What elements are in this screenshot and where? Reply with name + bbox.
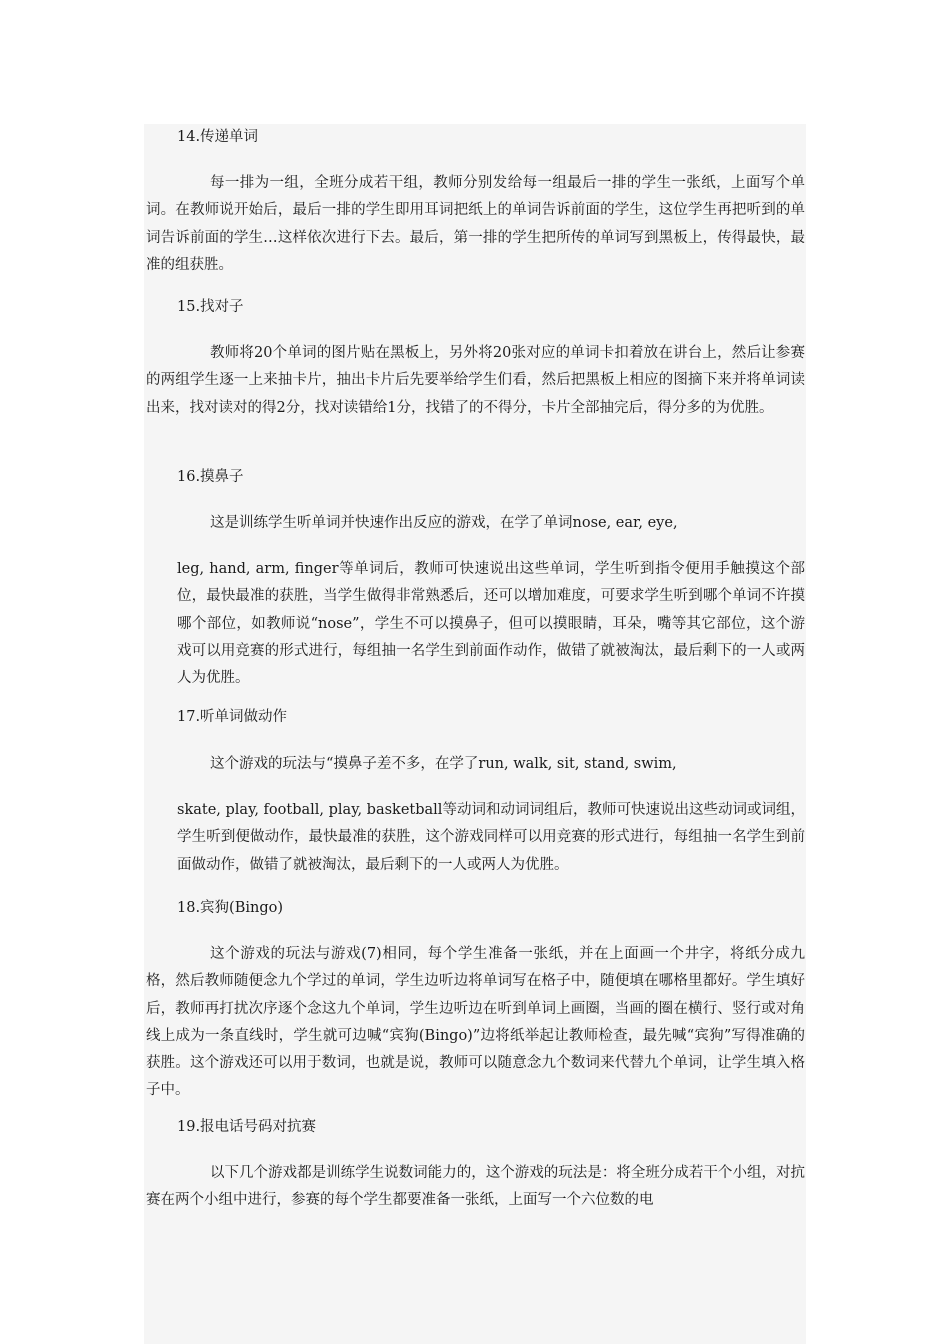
section-heading: 16.摸鼻子 [177, 469, 244, 485]
section-19 [144, 1114, 806, 1140]
section-17 [144, 704, 806, 730]
paragraph: 教师将20个单词的图片贴在黑板上，另外将20张对应的单词卡扣着放在讲台上，然后让参赛的两组学生逐一上来抽卡片，抽出卡片后先要举给学生们看，然后把黑板上相应的图摘下来并将单词读出来，找对读对的得2分，找对读错给1分，找错了的不得分，卡片全部抽完后，得分多的为优胜。 [146, 345, 805, 416]
section-18 [144, 895, 806, 921]
paragraph: 这个游戏的玩法与游戏(7)相同，每个学生准备一张纸，并在上面画一个井字，将纸分成九格，然后教师随便念九个学过的单词，学生边听边将单词写在格子中，随便填在哪格里都好。学生填好后，教师再打扰次序逐个念这九个单词，学生边听边在听到单词上画圈，当画的圈在横行、竖行或对角线上成为一条直线时，学生就可边喊“宾狗(Bingo)”边将纸举起让教师检查，最先喊“宾狗”写得准确的获胜。这个游戏还可以用于数词，也就是说，教师可以随意念九个数词来代替九个单词，让学生填入格子中。 [146, 946, 805, 1099]
paragraph: leg, hand, arm, finger等单词后，教师可快速说出这些单词，学生听到指令便用手触摸这个部位，最快最准的获胜，当学生做得非常熟悉后，还可以增加难度，可要求学生听到哪个单词不许摸哪个部位，如教师说“nose”，学生不可以摸鼻子，但可以摸眼睛，耳朵，嘴等其它部位，这个游戏可以用竞赛的形式进行，每组抽一名学生到前面作动作，做错了就被淘汰，最后剩下的一人或两人为优胜。 [177, 561, 805, 687]
paragraph: 每一排为一组，全班分成若干组，教师分别发给每一组最后一排的学生一张纸，上面写个单词。在教师说开始后，最后一排的学生即用耳词把纸上的单词告诉前面的学生，这位学生再把听到的单词告诉前面的学生…这样依次进行下去。最后，第一排的学生把所传的单词写到黑板上，传得最快，最准的组获胜。 [146, 175, 805, 273]
section-14 [144, 124, 806, 150]
section-16-body-cont [144, 556, 806, 692]
section-15-body [144, 340, 806, 422]
section-heading: 15.找对子 [177, 299, 244, 315]
section-19-body [144, 1160, 806, 1215]
section-heading: 14.传递单词 [177, 129, 259, 145]
document-page [144, 124, 806, 1344]
section-17-body-cont [144, 797, 806, 879]
section-heading: 19.报电话号码对抗赛 [177, 1119, 317, 1135]
section-heading: 18.宾狗(Bingo) [177, 900, 284, 916]
section-15 [144, 294, 806, 320]
section-14-body [144, 170, 806, 279]
section-17-body [144, 751, 806, 778]
paragraph: 以下几个游戏都是训练学生说数词能力的，这个游戏的玩法是：将全班分成若干个小组，对抗赛在两个小组中进行，参赛的每个学生都要准备一张纸，上面写一个六位数的电 [146, 1165, 805, 1209]
paragraph: 这是训练学生听单词并快速作出反应的游戏，在学了单词nose, ear, eye, [210, 515, 678, 531]
section-16-body [144, 510, 806, 537]
section-16 [144, 464, 806, 490]
section-heading: 17.听单词做动作 [177, 709, 288, 725]
paragraph: 这个游戏的玩法与“摸鼻子差不多，在学了run, walk, sit, stand, swim, [210, 756, 677, 772]
section-18-body [144, 941, 806, 1105]
paragraph: skate, play, football, play, basketball等动词和动词词组后，教师可快速说出这些动词或词组，学生听到便做动作，最快最准的获胜，这个游戏同样可以用竞赛的形式进行，每组抽一名学生到前面做动作，做错了就被淘汰，最后剩下的一人或两人为优胜。 [177, 802, 805, 873]
